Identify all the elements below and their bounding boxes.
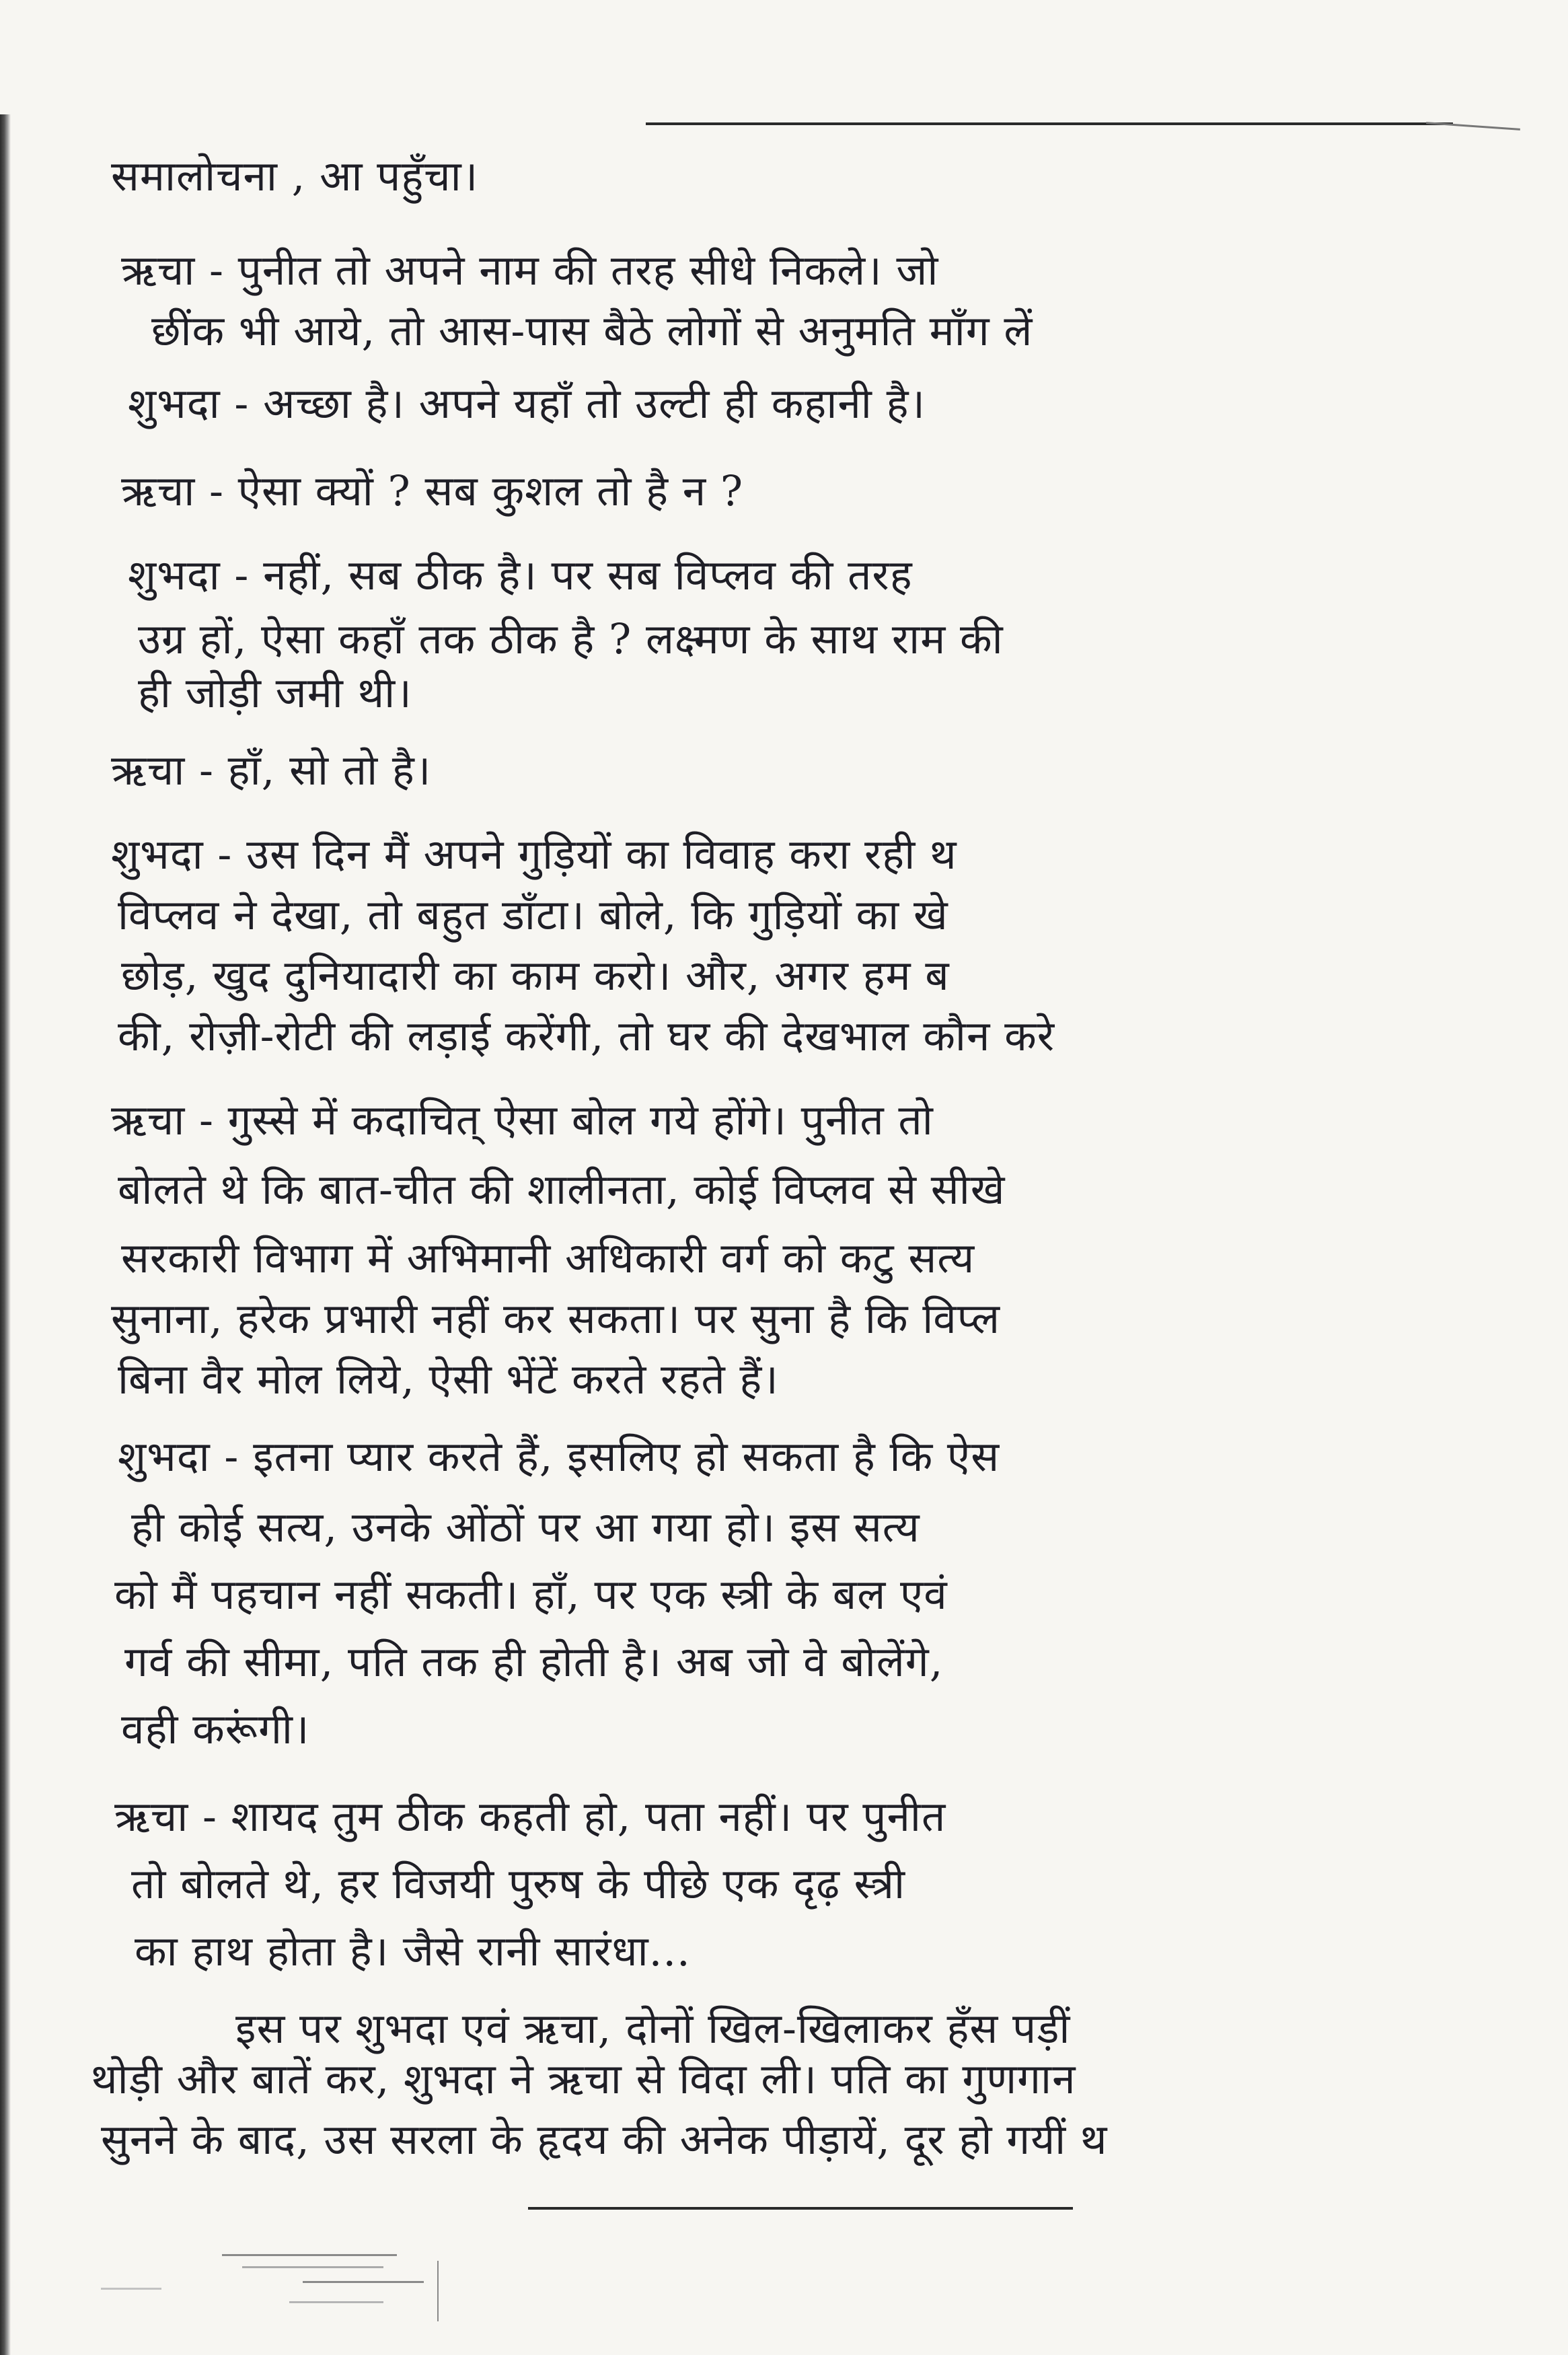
text-line: सरकारी विभाग में अभिमानी अधिकारी वर्ग को कटु सत्य xyxy=(121,1233,975,1282)
text-line: का हाथ होता है। जैसे रानी सारंधा... xyxy=(135,1926,691,1976)
text-line: गर्व की सीमा, पति तक ही होती है। अब जो वे बोलेंगे, xyxy=(124,1637,944,1686)
text-line: तो बोलते थे, हर विजयी पुरुष के पीछे एक दृढ़ स्त्री xyxy=(131,1859,906,1908)
bottom-rule-line xyxy=(528,2207,1073,2210)
text-line: बिना वैर मोल लिये, ऐसी भेंटें करते रहते हैं। xyxy=(118,1354,779,1404)
text-line: छींक भी आये, तो आस-पास बैठे लोगों से अनुमति माँग लें xyxy=(151,306,1033,355)
text-line: छोड़, खुद दुनियादारी का काम करो। और, अगर हम ब xyxy=(121,951,950,1000)
text-line: ऋचा - ऐसा क्यों ? सब कुशल तो है न ? xyxy=(121,466,744,515)
text-line: विप्लव ने देखा, तो बहुत डाँटा। बोले, कि गुड़ियों का खे xyxy=(118,890,948,939)
text-line: ऋचा - पुनीत तो अपने नाम की तरह सीधे निकले। जो xyxy=(121,246,939,295)
text-line: की, रोज़ी-रोटी की लड़ाई करेंगी, तो घर की देखभाल कौन करे xyxy=(118,1011,1055,1060)
top-rule-tail xyxy=(1426,122,1520,131)
text-line: शुभदा - अच्छा है। अपने यहाँ तो उल्टी ही कहानी है। xyxy=(128,379,926,428)
text-line: थोड़ी और बातें कर, शुभदा ने ऋचा से विदा ली। पति का गुणगान xyxy=(91,2054,1076,2103)
scan-shadow-edge xyxy=(0,114,11,2355)
text-line: को मैं पहचान नहीं सकती। हाँ, पर एक स्त्री के बल एवं xyxy=(114,1570,948,1619)
text-line: वही करूंगी। xyxy=(121,1704,310,1753)
text-line: ऋचा - हाँ, सो तो है। xyxy=(111,746,432,795)
text-line: उग्र हों, ऐसा कहाँ तक ठीक है ? लक्ष्मण के साथ राम की xyxy=(138,614,1004,663)
top-rule-line xyxy=(646,122,1453,125)
scan-noise xyxy=(20,2247,505,2335)
text-line: बोलते थे कि बात-चीत की शालीनता, कोई विप्लव से सीखे xyxy=(118,1165,1006,1214)
text-line: ऋचा - गुस्से में कदाचित् ऐसा बोल गये होंगे। पुनीत तो xyxy=(111,1095,934,1145)
text-line: ही कोई सत्य, उनके ओंठों पर आ गया हो। इस सत्य xyxy=(131,1502,920,1552)
text-line: ऋचा - शायद तुम ठीक कहती हो, पता नहीं। पर पुनीत xyxy=(114,1792,946,1841)
text-line: इस पर शुभदा एवं ऋचा, दोनों खिल-खिलाकर हँस पड़ीं xyxy=(235,2004,1071,2053)
text-line: शुभदा - उस दिन मैं अपने गुड़ियों का विवाह करा रही थ xyxy=(111,830,957,879)
text-line: ही जोड़ी जमी थी। xyxy=(138,668,412,717)
text-line: सुनने के बाद, उस सरला के हृदय की अनेक पीड़ायें, दूर हो गयीं थ xyxy=(101,2115,1108,2164)
text-line: सुनाना, हरेक प्रभारी नहीं कर सकता। पर सुना है कि विप्ल xyxy=(111,1294,1000,1343)
text-line: शुभदा - इतना प्यार करते हैं, इसलिए हो सकता है कि ऐस xyxy=(118,1432,1000,1481)
text-line: समालोचना , आ पहुँचा। xyxy=(111,151,479,201)
text-line: शुभदा - नहीं, सब ठीक है। पर सब विप्लव की तरह xyxy=(128,550,913,600)
